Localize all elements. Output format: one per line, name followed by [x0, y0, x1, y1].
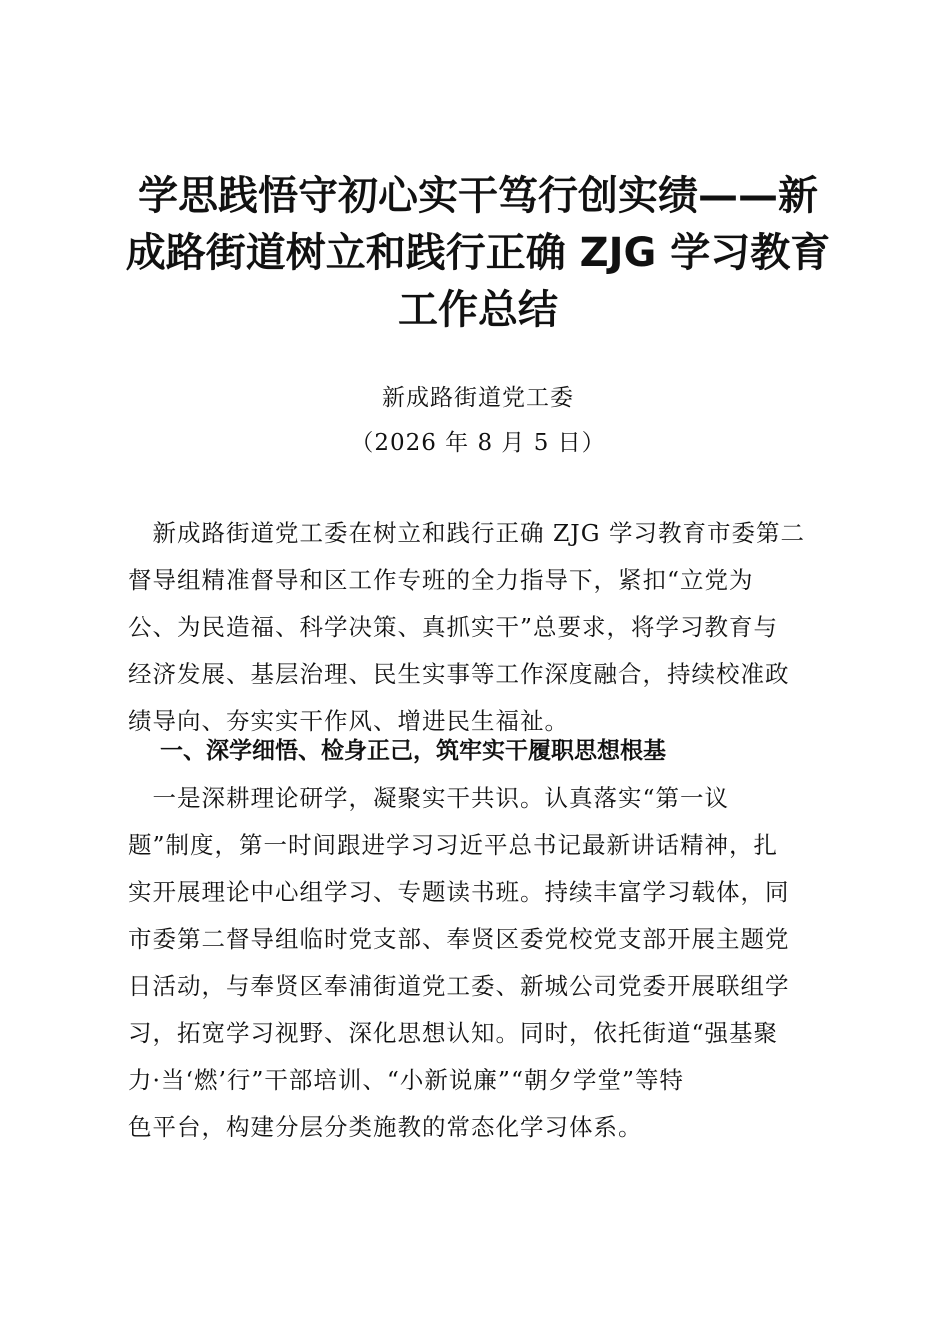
title-line: 工作总结: [398, 287, 558, 333]
paragraph-line: 日活动，与奉贤区奉浦街道党工委、新城公司党委开展联组学: [128, 972, 790, 1000]
paragraph-line: 实开展理论中心组学习、专题读书班。持续丰富学习载体，同: [128, 878, 790, 906]
paragraph-line: 力·当‘燃’行”干部培训、“小新说廉”“朝夕学堂”等特: [128, 1066, 684, 1094]
paragraph-line: 题”制度，第一时间跟进学习习近平总书记最新讲话精神，扎: [128, 831, 779, 859]
intro-paragraph: [128, 510, 828, 745]
title-line: 学思践悟守初心实干笃行创实绩——新: [138, 173, 818, 219]
paragraph-line: 色平台，构建分层分类施教的常态化学习体系。: [128, 1113, 643, 1141]
paragraph-line: 一是深耕理论研学，凝聚实干共识。认真落实“第一议: [128, 784, 730, 812]
paragraph-line: 习，拓宽学习视野、深化思想认知。同时，依托街道“强基聚: [128, 1019, 779, 1047]
section-1-paragraph: [128, 775, 828, 1151]
paragraph-line: 市委第二督导组临时党支部、奉贤区委党校党支部开展主题党: [128, 925, 790, 953]
paragraph-line: 公、为民造福、科学决策、真抓实干”总要求，将学习教育与: [128, 613, 779, 641]
section-heading-1: 一、深学细悟、检身正己，筑牢实干履职思想根基: [160, 738, 666, 764]
paragraph-line: 绩导向、夯实实干作风、增进民生福祉。: [128, 707, 569, 735]
paragraph-line: 新成路街道党工委在树立和践行正确 ZJG 学习教育市委第二: [128, 519, 805, 547]
date-line: （2026 年 8 月 5 日）: [350, 430, 606, 456]
paragraph-line: 经济发展、基层治理、民生实事等工作深度融合，持续校准政: [128, 660, 790, 688]
document-title: [118, 168, 838, 339]
author-line: 新成路街道党工委: [382, 385, 574, 411]
title-line: 成路街道树立和践行正确 ZJG 学习教育: [125, 230, 831, 276]
paragraph-line: 督导组精准督导和区工作专班的全力指导下，紧扣“立党为: [128, 566, 754, 594]
